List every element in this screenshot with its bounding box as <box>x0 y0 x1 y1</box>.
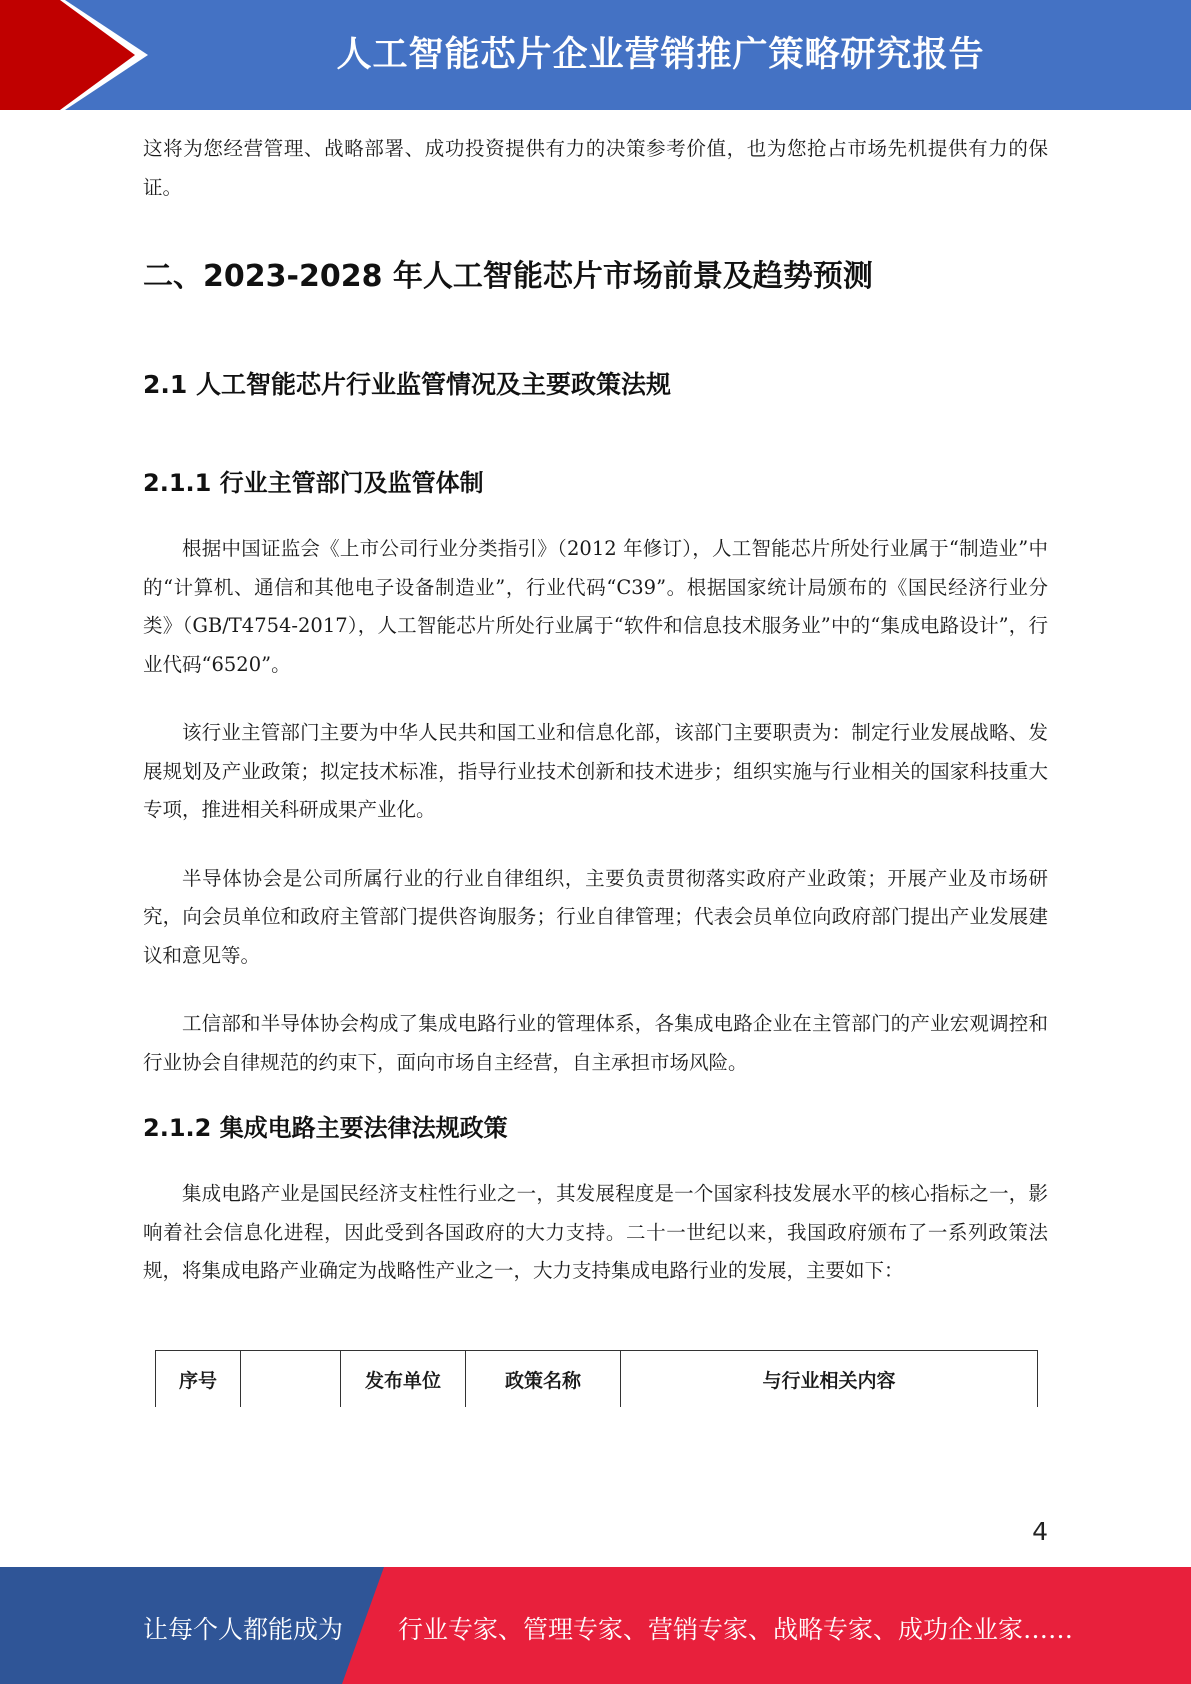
page-number: 4 <box>1032 1517 1048 1546</box>
header-arrow-decoration <box>0 0 160 110</box>
section-2-1-heading: 2.1 人工智能芯片行业监管情况及主要政策法规 <box>143 370 671 399</box>
policy-table <box>155 1350 1038 1407</box>
section-2-1-1-heading: 2.1.1 行业主管部门及监管体制 <box>143 469 484 497</box>
document-body <box>143 130 1048 1291</box>
footer-slogan-right: 行业专家、管理专家、营销专家、战略专家、成功企业家…… <box>398 1615 1074 1644</box>
page-footer <box>0 1567 1191 1684</box>
section-2-heading: 二、2023-2028 年人工智能芯片市场前景及趋势预测 <box>143 259 873 294</box>
table-header-cell: 序号 <box>156 1351 241 1408</box>
table-header-cell: 发布单位 <box>341 1351 466 1408</box>
paragraph-regulator: 该行业主管部门主要为中华人民共和国工业和信息化部，该部门主要职责为：制定行业发展战略、发展规划及产业政策；拟定技术标准，指导行业技术创新和技术进步；组织实施与行业相关的国家科技重大专项，推进相关科研成果产业化。 <box>143 721 1048 821</box>
paragraph-association: 半导体协会是公司所属行业的行业自律组织，主要负责贯彻落实政府产业政策；开展产业及市场研究，向会员单位和政府主管部门提供咨询服务；行业自律管理；代表会员单位向政府部门提出产业发展建议和意见等。 <box>143 866 1048 967</box>
table-header-row <box>156 1351 1038 1408</box>
footer-slogan-left: 让每个人都能成为 <box>143 1615 344 1644</box>
paragraph-management-system: 工信部和半导体协会构成了集成电路行业的管理体系，各集成电路企业在主管部门的产业宏观调控和行业协会自律规范的约束下，面向市场自主经营，自主承担市场风险。 <box>143 1012 1048 1074</box>
intro-paragraph: 这将为您经营管理、战略部署、成功投资提供有力的决策参考价值，也为您抢占市场先机提供有力的保证。 <box>143 137 1048 199</box>
paragraph-policy-intro: 集成电路产业是国民经济支柱性行业之一，其发展程度是一个国家科技发展水平的核心指标之一，影响着社会信息化进程，因此受到各国政府的大力支持。二十一世纪以来，我国政府颁布了一系列政策法规，将集成电路产业确定为战略性产业之一，大力支持集成电路行业的发展，主要如下： <box>143 1182 1048 1282</box>
paragraph-classification: 根据中国证监会《上市公司行业分类指引》（2012 年修订），人工智能芯片所处行业属于“制造业”中的“计算机、通信和其他电子设备制造业”，行业代码“C39”。根据国家统计局颁布的《国民经济行业分类》（GB/T4754-2017），人工智能芯片所处行业属于“软件和信息技术服务业”中的“集成电路设计”，行业代码“6520”。 <box>143 537 1048 676</box>
report-title: 人工智能芯片企业营销推广策略研究报告 <box>336 35 985 75</box>
section-2-1-2-heading: 2.1.2 集成电路主要法律法规政策 <box>143 1114 508 1142</box>
table-header-cell: 与行业相关内容 <box>621 1351 1038 1408</box>
page-header <box>0 0 1191 110</box>
table-header-cell: 政策名称 <box>466 1351 621 1408</box>
table-header-cell <box>241 1351 341 1408</box>
